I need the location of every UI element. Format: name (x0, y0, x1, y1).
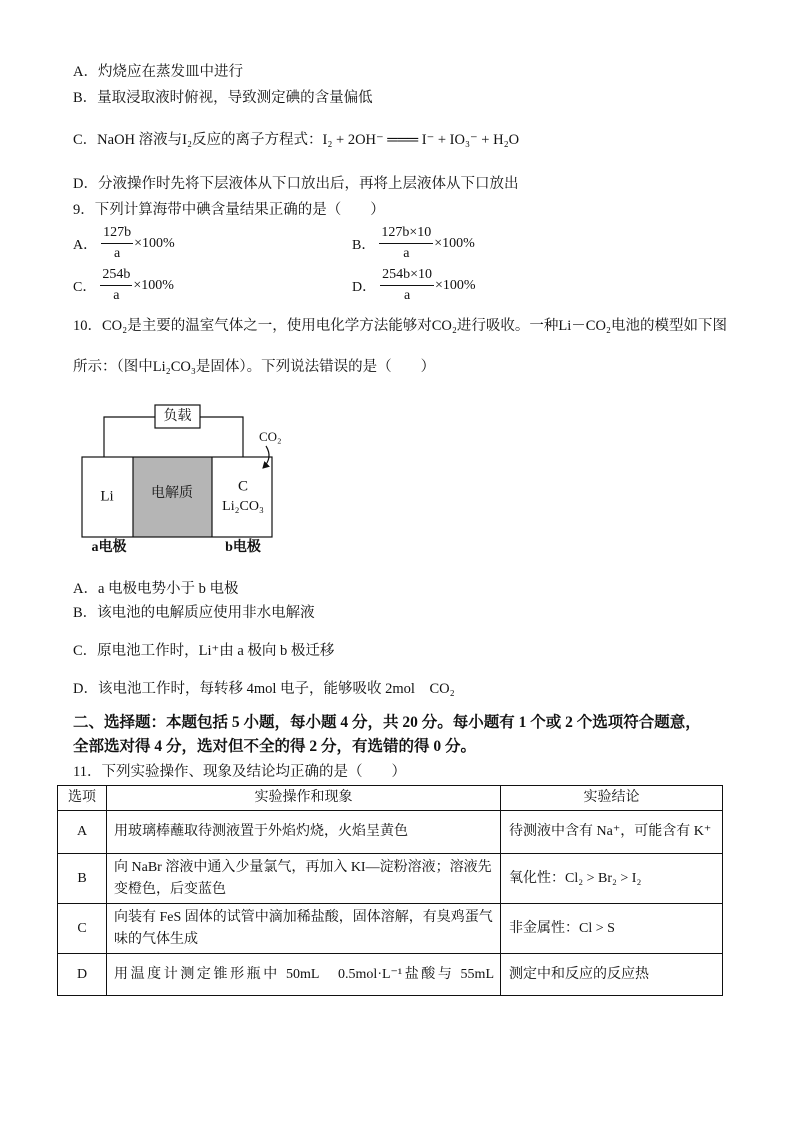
q8-option-b: B．量取浸取液时俯视，导致测定碘的含量偏低 (73, 90, 373, 106)
fraction (379, 223, 433, 264)
fraction-numerator: 127b (101, 223, 133, 244)
fraction-numerator: 254b (100, 265, 132, 286)
row-conclusion: 测定中和反应的反应热 (501, 954, 723, 996)
fraction-denominator: a (403, 288, 411, 303)
table-row (58, 904, 723, 954)
q9-option-b (352, 223, 475, 264)
fraction-suffix: ×100% (434, 235, 475, 251)
q9-option-c (73, 265, 174, 306)
q9-stem: 9．下列计算海带中碘含量结果正确的是（ ） (73, 202, 385, 218)
b-electrode-caption: b电极 (225, 540, 261, 556)
fraction (100, 265, 132, 306)
section-heading-line2: 全部选对得 4 分，选对但不全的得 2 分，有选错的得 0 分。 (73, 738, 477, 755)
fraction (380, 265, 434, 306)
fraction-denominator: a (114, 246, 121, 261)
option-label: D． (352, 279, 377, 295)
row-conclusion: 待测液中含有 Na⁺，可能含有 K⁺ (501, 811, 723, 854)
experiment-table (57, 785, 723, 996)
gas-label: CO₂ (259, 428, 282, 444)
fraction-suffix: ×100% (435, 277, 476, 293)
q8-option-c: C．NaOH 溶液与I₂反应的离子方程式：I₂ + 2OH⁻ ═══ I⁻ + IO₃⁻ + H₂O (73, 132, 520, 148)
right-electrode-label-line1: C (237, 478, 249, 495)
table-header-row (58, 786, 723, 811)
fraction-suffix: ×100% (133, 277, 174, 293)
table-row (58, 954, 723, 996)
fraction-denominator: a (403, 246, 410, 261)
row-operation: 向装有 FeS 固体的试管中滴加稀盐酸，固体溶解，有臭鸡蛋气味的气体生成 (107, 904, 501, 954)
q8-option-a: A．灼烧应在蒸发皿中进行 (73, 64, 243, 80)
row-conclusion: 非金属性：Cl > S (501, 904, 723, 954)
q9-option-a (73, 223, 175, 264)
section-heading-line1: 二、选择题：本题包括 5 小题，每小题 4 分，共 20 分。每小题有 1 个或 2 个选项符合题意， (73, 714, 701, 731)
fraction-numerator: 254b×10 (380, 265, 434, 286)
row-conclusion: 氧化性：Cl₂ > Br₂ > I₂ (501, 854, 723, 904)
q11-stem: 11．下列实验操作、现象及结论均正确的是（ ） (73, 764, 406, 780)
left-electrode-label: Li (100, 488, 114, 505)
row-operation: 用玻璃棒蘸取待测液置于外焰灼烧，火焰呈黄色 (107, 811, 501, 854)
right-electrode-label-line2: Li₂CO₃ (222, 499, 264, 515)
battery-diagram (70, 398, 295, 563)
option-label: A． (73, 237, 98, 253)
row-operation: 向 NaBr 溶液中通入少量氯气，再加入 KI—淀粉溶液；溶液先变橙色，后变蓝色 (107, 854, 501, 904)
header-conclusion: 实验结论 (501, 786, 723, 811)
q8-option-d: D．分液操作时先将下层液体从下口放出后，再将上层液体从下口放出 (73, 176, 519, 192)
q10-option-a: A．a 电极电势小于 b 电极 (73, 581, 239, 597)
a-electrode-caption: a电极 (91, 540, 127, 556)
load-label: 负载 (163, 409, 192, 425)
q10-option-b: B．该电池的电解质应使用非水电解液 (73, 605, 315, 621)
q10-option-d: D．该电池工作时，每转移 4mol 电子，能够吸收 2mol CO₂ (73, 681, 455, 697)
fraction (101, 223, 133, 264)
header-option: 选项 (58, 786, 107, 811)
electrolyte-label: 电解质 (151, 486, 193, 502)
left-wire (104, 417, 155, 457)
q10-stem-line1: 10．CO₂是主要的温室气体之一，使用电化学方法能够对CO₂进行吸收。一种Li－CO₂电池的模型如下图 (73, 318, 727, 334)
table-row (58, 811, 723, 854)
fraction-suffix: ×100% (134, 235, 175, 251)
row-option: C (58, 904, 107, 954)
right-wire (200, 417, 243, 457)
row-operation: 用温度计测定锥形瓶中 50mL 0.5mol·L⁻¹盐酸与 55mL (107, 954, 501, 996)
row-option: B (58, 854, 107, 904)
row-option: A (58, 811, 107, 854)
q10-stem-line2: 所示：（图中Li₂CO₃是固体）。下列说法错误的是（ ） (73, 359, 436, 375)
header-operation: 实验操作和现象 (107, 786, 501, 811)
fraction-denominator: a (113, 288, 120, 303)
fraction-numerator: 127b×10 (379, 223, 433, 244)
q10-option-c: C．原电池工作时，Li⁺由 a 极向 b 极迁移 (73, 643, 335, 659)
q9-option-d (352, 265, 476, 306)
table-row (58, 854, 723, 904)
row-option: D (58, 954, 107, 996)
option-label: C． (73, 279, 97, 295)
option-label: B． (352, 237, 376, 253)
